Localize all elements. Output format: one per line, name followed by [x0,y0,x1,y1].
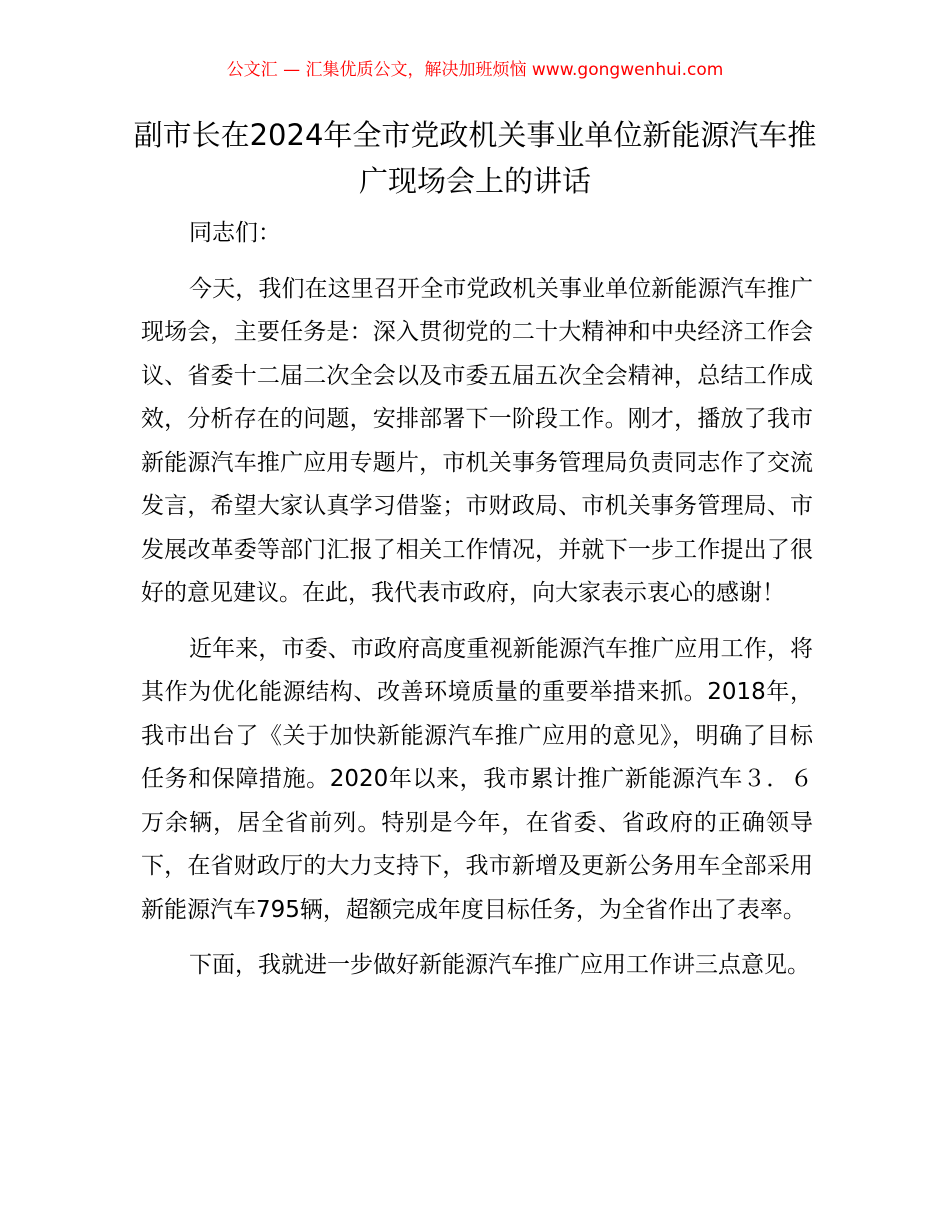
paragraph-transition: 下面，我就进一步做好新能源汽车推广应用工作讲三点意见。 [189,952,810,978]
header-banner: 公文汇 — 汇集优质公文，解决加班烦恼 www.gongwenhui.com [226,60,724,80]
salutation: 同志们： [189,220,281,246]
paragraph-achievements: 近年来，市委、市政府高度重视新能源汽车推广应用工作，将其作为优化能源结构、改善环境质量的重要举措来抓。2018年，我市出台了《关于加快新能源汽车推广应用的意见》，明确了目标任务和保障措施。2020年以来，我市累计推广新能源汽车３．６万余辆，居全省前列。特别是今年，在省委、省政府的正确领导下，在省财政厅的大力支持下，我市新增及更新公务用车全部采用新能源汽车795辆，超额完成年度目标任务，为全省作出了表率。 [141,635,813,923]
document-body [141,212,813,1000]
paragraph-opening: 今天，我们在这里召开全市党政机关事业单位新能源汽车推广现场会，主要任务是：深入贯彻党的二十大精神和中央经济工作会议、省委十二届二次全会以及市委五届五次全会精神，总结工作成效，分析存在的问题，安排部署下一阶段工作。刚才，播放了我市新能源汽车推广应用专题片，市机关事务管理局负责同志作了交流发言，希望大家认真学习借鉴；市财政局、市机关事务管理局、市发展改革委等部门汇报了相关工作情况，并就下一步工作提出了很好的意见建议。在此，我代表市政府，向大家表示衷心的感谢！ [141,275,813,606]
document-title: 副市长在2024年全市党政机关事业单位新能源汽车推广现场会上的讲话 [133,118,817,198]
